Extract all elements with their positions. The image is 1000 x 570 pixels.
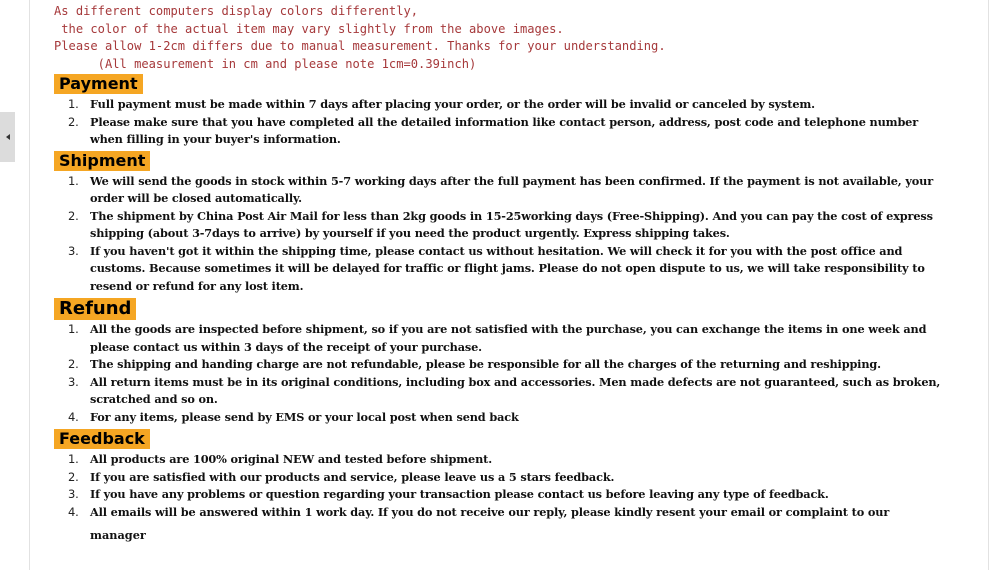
shipment-section	[54, 151, 944, 296]
payment-heading: Payment	[54, 74, 143, 94]
feedback-continuation: manager	[90, 528, 146, 542]
refund-heading: Refund	[54, 298, 136, 320]
shipment-heading: Shipment	[54, 151, 150, 171]
left-arrow-icon	[6, 134, 10, 140]
policy-document	[54, 3, 944, 545]
right-divider	[988, 0, 989, 570]
list-item: 3. If you haven't got it within the shipping time, please contact us without hesitation. We will check it for you with the post office and customs. Because sometimes it will be delayed for traffic or flight jams. Please do not open dispute to us, we will take responsibility to resend or refund for any lost item.	[68, 243, 925, 293]
list-item: 2. Please make sure that you have completed all the detailed information like contact person, address, post code and telephone number when filling in your buyer's information.	[68, 114, 919, 146]
list-item: 1. We will send the goods in stock within 5-7 working days after the full payment has been confirmed. If the payment is not available, your order will be closed automatically.	[68, 173, 933, 205]
list-item: 2. The shipment by China Post Air Mail for less than 2kg goods in 15-25working days (Free-Shipping). And you can pay the cost of express shipping (about 3-7days to arrive) by yourself if you need the product urgently. Express shipping takes.	[68, 208, 933, 240]
refund-section	[54, 298, 944, 426]
color-note: As different computers display colors differently,	[54, 4, 419, 18]
collapse-tab[interactable]	[0, 112, 15, 162]
list-item: 2. The shipping and handing charge are not refundable, please be responsible for all the charges of the returning and reshipping.	[68, 357, 881, 371]
left-panel-strip	[0, 0, 29, 570]
list-item: 4. For any items, please send by EMS or your local post when send back	[68, 409, 519, 424]
list-item: 3. All return items must be in its original conditions, including box and accessories. Men made defects are not guaranteed, such as broken, scratched and so on.	[68, 374, 941, 406]
list-item: 4. All emails will be answered within 1 work day. If you do not receive our reply, please kindly resent your email or complaint to our	[68, 504, 890, 519]
list-item: 1. All the goods are inspected before shipment, so if you are not satisfied with the purchase, you can exchange the items in one week and please contact us within 3 days of the receipt of your purchase.	[68, 322, 927, 354]
payment-section	[54, 74, 944, 149]
list-item: 2. If you are satisfied with our products and service, please leave us a 5 stars feedback.	[68, 469, 615, 484]
list-item: 3. If you have any problems or question regarding your transaction please contact us before leaving any type of feedback.	[68, 487, 829, 501]
notes-block	[54, 3, 944, 73]
left-divider	[29, 0, 30, 570]
feedback-heading: Feedback	[54, 429, 150, 449]
list-item: 1. All products are 100% original NEW and tested before shipment.	[68, 452, 492, 466]
list-item: 1. Full payment must be made within 7 days after placing your order, or the order will be invalid or canceled by system.	[68, 97, 815, 111]
feedback-section	[54, 429, 944, 545]
unit-conversion-note: (All measurement in cm and please note 1cm=0.39inch)	[54, 56, 477, 71]
color-variance-note: the color of the actual item may vary slightly from the above images.	[54, 21, 564, 36]
measurement-note: Please allow 1-2cm differs due to manual measurement. Thanks for your understanding.	[54, 39, 666, 53]
